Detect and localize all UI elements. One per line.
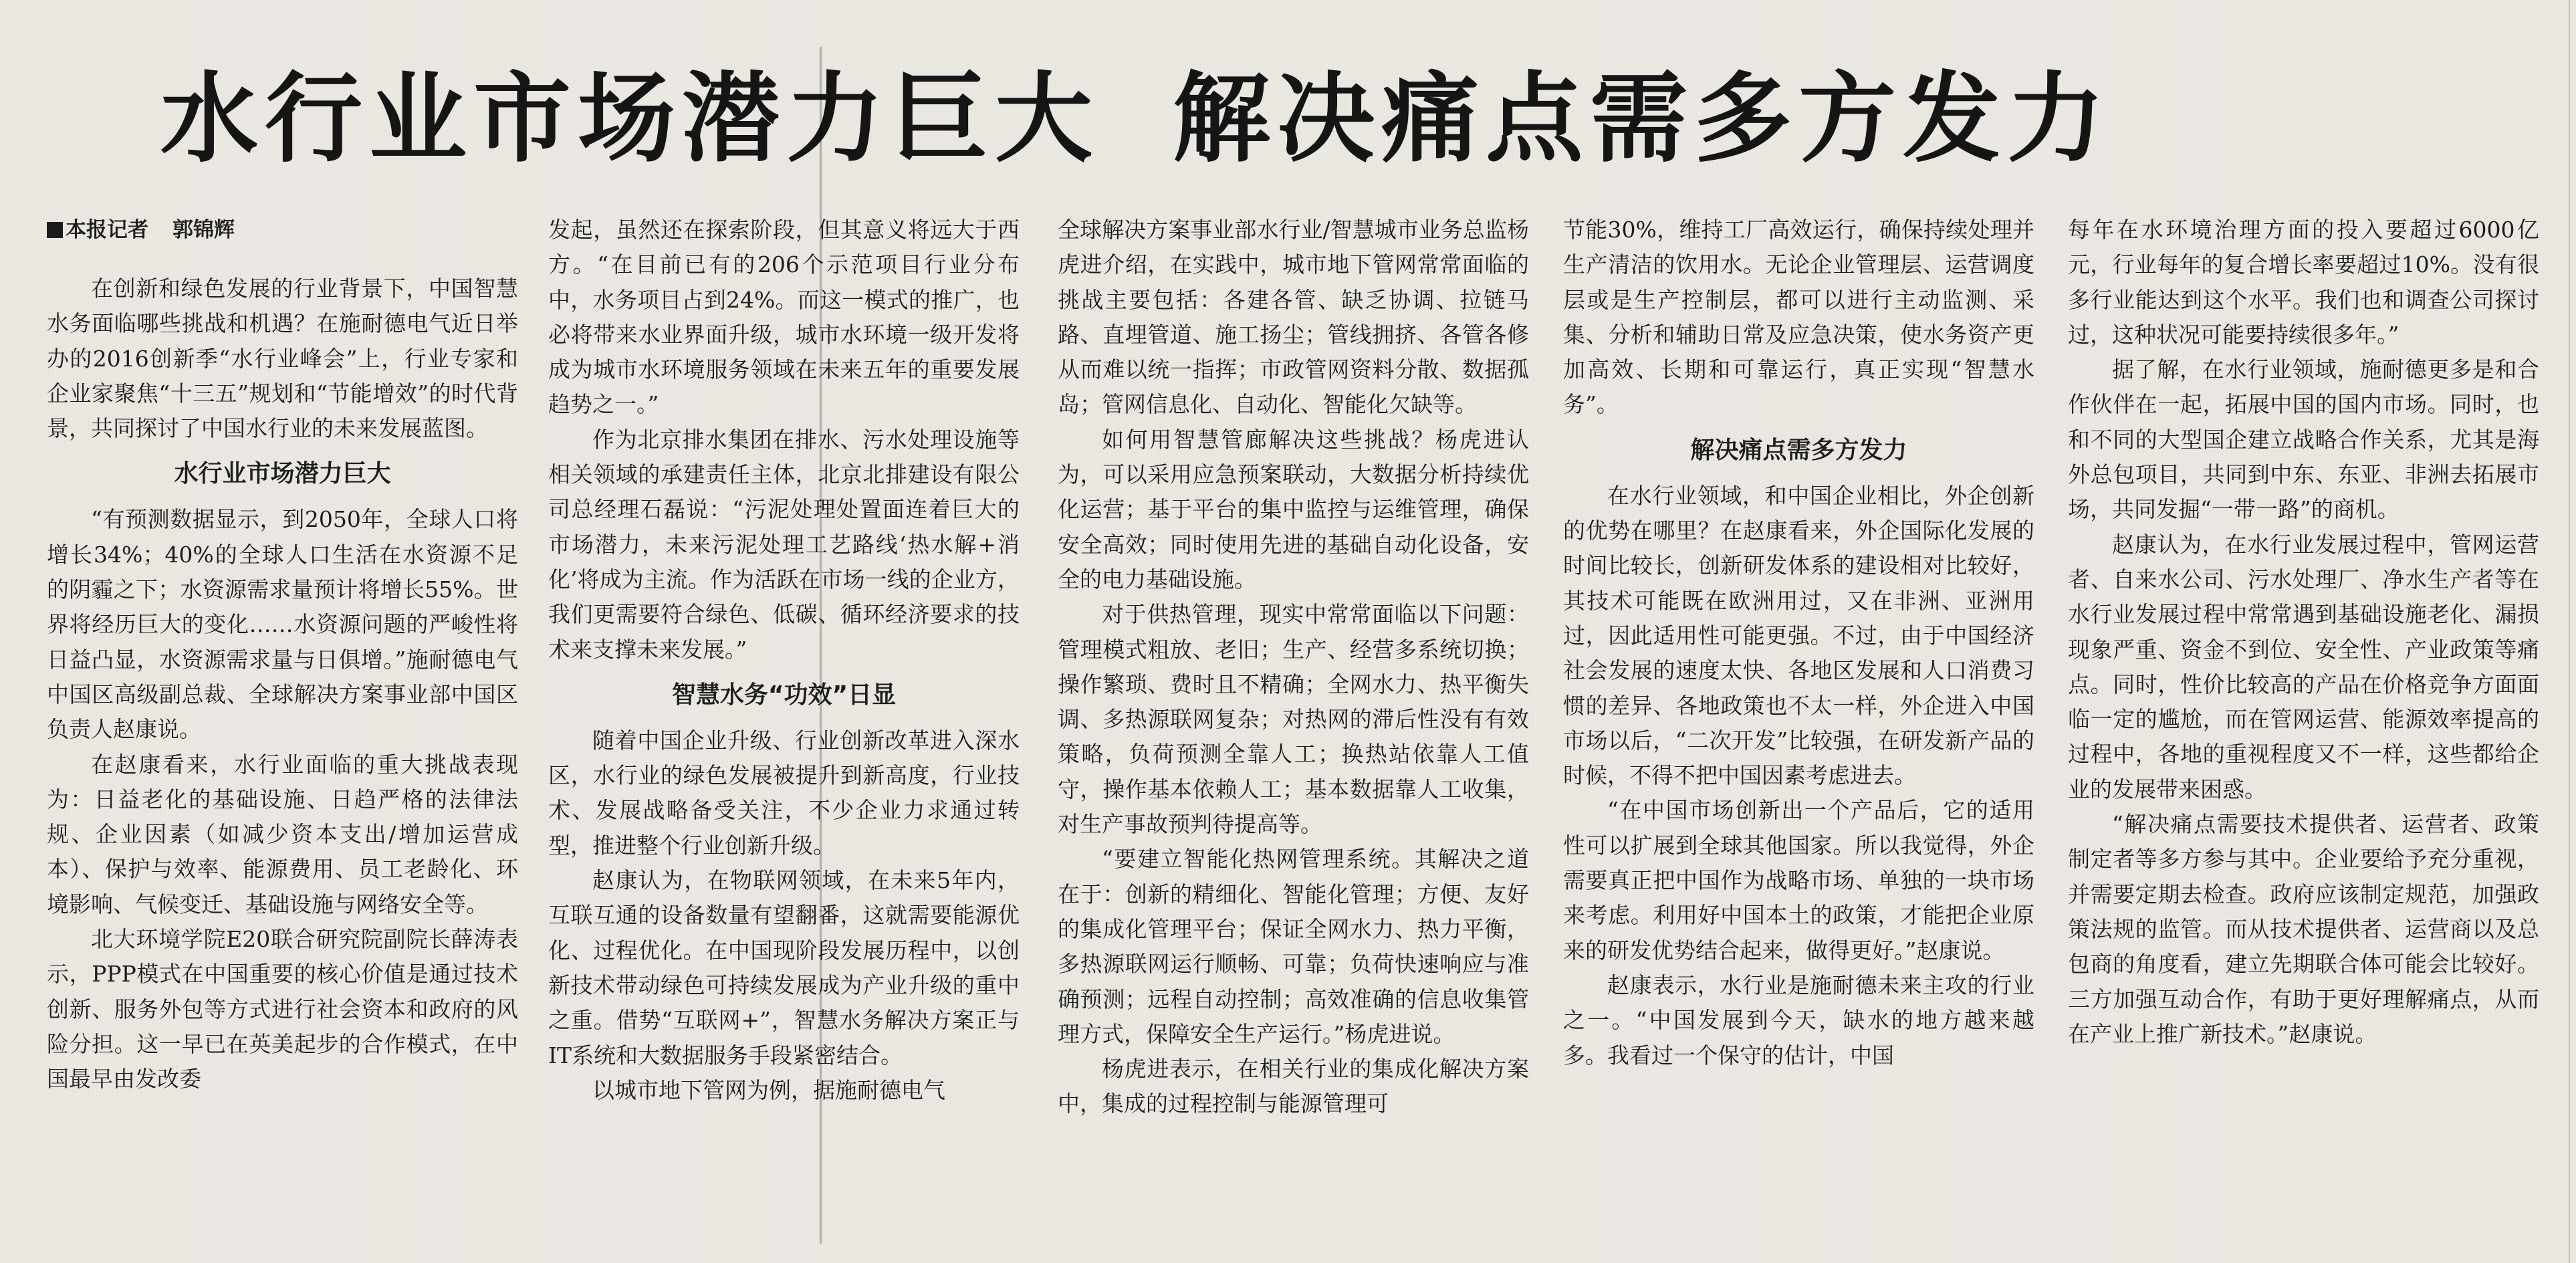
article-paragraph: 对于供热管理，现实中常常面临以下问题：管理模式粗放、老旧；生产、经营多系统切换；操作繁琐、费时且不精确；全网水力、热平衡失调、多热源联网复杂；对热网的滞后性没有有效策略，负荷预测全靠人工；换热站依靠人工值守，操作基本依赖人工；基本数据靠人工收集，对生产事故预判待提高等。: [1058, 601, 1529, 838]
article-paragraph: 随着中国企业升级、行业创新改革进入深水区，水行业的绿色发展被提升到新高度，行业技术、发展战略备受关注，不少企业力求通过转型，推进整个行业创新升级。: [548, 727, 1020, 858]
article-paragraph: 每年在水环境治理方面的投入要超过6000亿元，行业每年的复合增长率要超过10%。没有很多行业能达到这个水平。我们也和调查公司探讨过，这种状况可能要持续很多年。”: [2068, 217, 2539, 348]
byline-name: 郭锦辉: [172, 218, 235, 242]
article-paragraph: 如何用智慧管廊解决这些挑战？杨虎进认为，可以采用应急预案联动，大数据分析持续优化运营；基于平台的集中监控与运维管理，确保安全高效；同时使用先进的基础自动化设备，安全的电力基础设施。: [1058, 426, 1529, 592]
article-headline: [160, 52, 2434, 186]
article-paragraph: 杨虎进表示，在相关行业的集成化解决方案中，集成的过程控制与能源管理可: [1058, 1056, 1529, 1117]
article-column-3: [1058, 213, 1529, 1242]
article-paragraph: “有预测数据显示，到2050年，全球人口将增长34%；40%的全球人口生活在水资源不足的阴霾之下；水资源需求量预计将增长55%。世界将经历巨大的变化……水资源问题的严峻性将日益凸显，水资源需求量与日俱增。”施耐德电气中国区高级副总裁、全球解决方案事业部中国区负责人赵康说。: [47, 506, 518, 743]
headline-part-1: 水行业市场潜力巨大: [160, 62, 1099, 176]
article-paragraph: 据了解，在水行业领域，施耐德更多是和合作伙伴在一起，拓展中国的国内市场。同时，也和不同的大型国企建立战略合作关系，尤其是海外总包项目，共同到中东、东亚、非洲去拓展市场，共同发掘“一带一路”的商机。: [2068, 356, 2539, 523]
section-heading: 水行业市场潜力巨大: [174, 460, 391, 488]
article-column-4: [1563, 213, 2034, 1242]
article-paragraph: 作为北京排水集团在排水、污水处理设施等相关领域的承建责任主体，北京北排建设有限公司总经理石磊说：“污泥处理处置面连着巨大的市场潜力，未来污泥处理工艺路线‘热水解+消化’将成为主流。作为活跃在市场一线的企业方，我们更需要符合绿色、低碳、循环经济要求的技术来支撑未来发展。”: [548, 426, 1020, 663]
article-paragraph: “要建立智能化热网管理系统。其解决之道在于：创新的精细化、智能化管理；方便、友好的集成化管理平台；保证全网水力、热力平衡，多热源联网运行顺畅、可靠；负荷快速响应与准确预测；远程自动控制；高效准确的信息收集管理方式，保障安全生产运行。”杨虎进说。: [1058, 846, 1529, 1047]
article-paragraph: 在赵康看来，水行业面临的重大挑战表现为：日益老化的基础设施、日趋严格的法律法规、企业因素（如减少资本支出/增加运营成本）、保护与效率、能源费用、员工老龄化、环境影响、气候变迁、基础设施与网络安全等。: [47, 751, 518, 917]
page-fold-line: [820, 47, 822, 1244]
article-column-2: [548, 213, 1020, 1242]
square-bullet-icon: [47, 222, 63, 238]
byline: [47, 213, 518, 247]
article-paragraph: 以城市地下管网为例，据施耐德电气: [592, 1076, 945, 1103]
article-paragraph: 全球解决方案事业部水行业/智慧城市业务总监杨虎进介绍，在实践中，城市地下管网常常面临的挑战主要包括：各建各管、缺乏协调、拉链马路、直埋管道、施工扬尘；管线拥挤、各管各修从而难以统一指挥；市政管网资料分散、数据孤岛；管网信息化、自动化、智能化欠缺等。: [1058, 217, 1529, 418]
article-paragraph: 赵康表示，水行业是施耐德未来主攻的行业之一。“中国发展到今天，缺水的地方越来越多。我看过一个保守的估计，中国: [1563, 971, 2034, 1068]
section-heading: 解决痛点需多方发力: [1690, 436, 1907, 464]
article-paragraph: 发起，虽然还在探索阶段，但其意义将远大于西方。“在目前已有的206个示范项目行业分布中，水务项目占到24%。而这一模式的推广，也必将带来水业界面升级，城市水环境一级开发将成为城市水环境服务领域在未来五年的重要发展趋势之一。”: [548, 217, 1020, 418]
article-paragraph: 赵康认为，在物联网领域，在未来5年内，互联互通的设备数量有望翻番，这就需要能源优化、过程优化。在中国现阶段发展历程中，以创新技术带动绿色可持续发展成为产业升级的重中之重。借势“互联网+”，智慧水务解决方案正与IT系统和大数据服务手段紧密结合。: [548, 867, 1020, 1068]
article-paragraph: 北大环境学院E20联合研究院副院长薛涛表示，PPP模式在中国重要的核心价值是通过技术创新、服务外包等方式进行社会资本和政府的风险分担。这一早已在英美起步的合作模式，在中国最早由发改委: [47, 926, 518, 1093]
headline-part-2: 解决痛点需多方发力: [1173, 62, 2111, 176]
article-column-1: [47, 213, 518, 1242]
section-heading: 智慧水务“功效”日显: [671, 681, 897, 709]
article-paragraph: 在创新和绿色发展的行业背景下，中国智慧水务面临哪些挑战和机遇？在施耐德电气近日举办的2016创新季“水行业峰会”上，行业专家和企业家聚焦“十三五”规划和“节能增效”的时代背景，共同探讨了中国水行业的未来发展蓝图。: [47, 275, 518, 442]
article-paragraph: 在水行业领域，和中国企业相比，外企创新的优势在哪里？在赵康看来，外企国际化发展的时间比较长，创新研发体系的建设相对比较好，其技术可能既在欧洲用过，又在非洲、亚洲用过，因此适用性可能更强。不过，由于中国经济社会发展的速度太快、各地区发展和人口消费习惯的差异、各地政策也不太一样，外企进入中国市场以后，“二次开发”比较强，在研发新产品的时候，不得不把中国因素考虑进去。: [1563, 482, 2034, 789]
byline-role: 本报记者: [66, 218, 148, 242]
article-paragraph: 节能30%，维持工厂高效运行，确保持续处理并生产清洁的饮用水。无论企业管理层、运营调度层或是生产控制层，都可以进行主动监测、采集、分析和辅助日常及应急决策，使水务资产更加高效、长期和可靠运行，真正实现“智慧水务”。: [1563, 217, 2034, 418]
page-edge-line: [2569, 0, 2570, 1263]
article-paragraph: 赵康认为，在水行业发展过程中，管网运营者、自来水公司、污水处理厂、净水生产者等在水行业发展过程中常常遇到基础设施老化、漏损现象严重、资金不到位、安全性、产业政策等痛点。同时，性价比较高的产品在价格竞争方面面临一定的尴尬，而在管网运营、能源效率提高的过程中，各地的重视程度又不一样，这些都给企业的发展带来困惑。: [2068, 531, 2539, 802]
article-column-5: [2068, 213, 2539, 1242]
article-paragraph: “解决痛点需要技术提供者、运营者、政策制定者等多方参与其中。企业要给予充分重视，并需要定期去检查。政府应该制定规范，加强政策法规的监管。而从技术提供者、运营商以及总包商的角度看，建立先期联合体可能会比较好。三方加强互动合作，有助于更好理解痛点，从而在产业上推广新技术。”赵康说。: [2068, 811, 2539, 1047]
article-paragraph: “在中国市场创新出一个产品后，它的适用性可以扩展到全球其他国家。所以我觉得，外企需要真正把中国作为战略市场、单独的一块市场来考虑。利用好中国本土的政策，才能把企业原来的研发优势结合起来，做得更好。”赵康说。: [1563, 797, 2034, 963]
